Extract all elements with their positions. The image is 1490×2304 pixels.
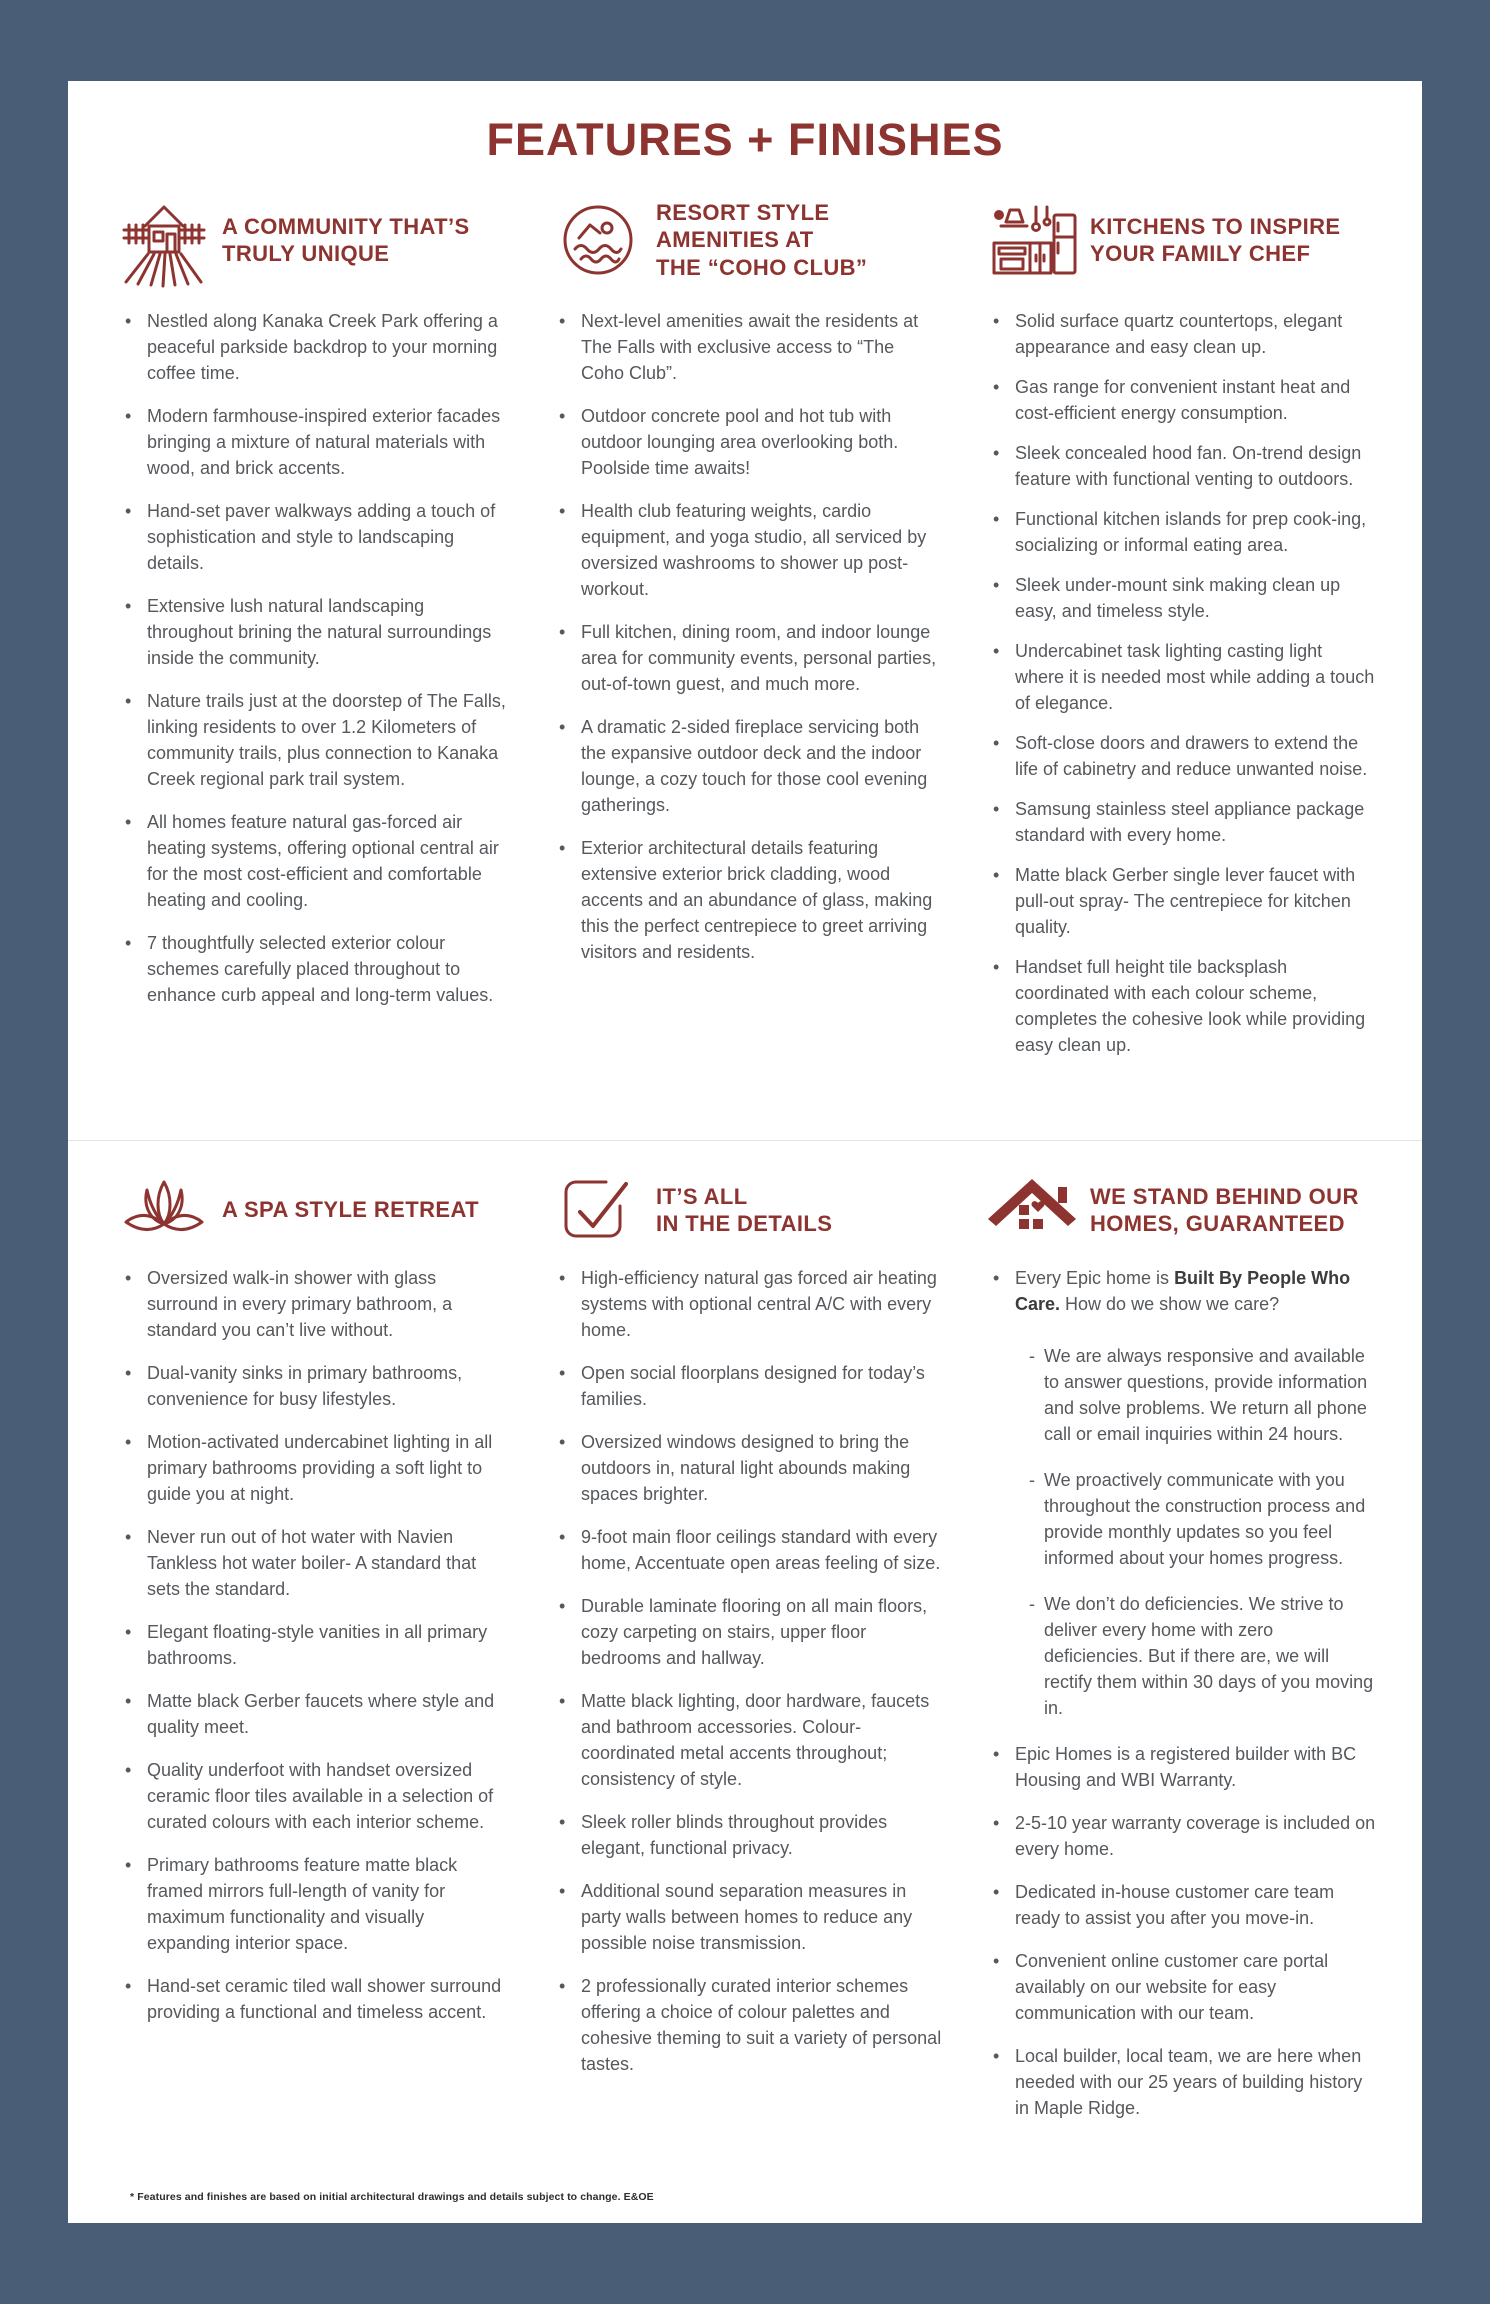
lotus-icon	[118, 1174, 210, 1246]
bullet-item: • 9-foot main floor ceilings standard with every home, Accentuate open areas feeling of size.	[552, 1524, 942, 1576]
page-title: FEATURES + FINISHES	[486, 114, 1004, 165]
title-line: RESORT STYLE	[656, 200, 830, 226]
bullet-item: • Handset full height tile backsplash coordinated with each colour scheme, completes the cohesive look while providing easy clean up.	[986, 954, 1376, 1058]
bullet-item: • Hand-set paver walkways adding a touch of sophistication and style to landscaping details.	[118, 498, 508, 576]
kitchens-list	[986, 308, 1376, 1058]
bullet-item: • A dramatic 2-sided fireplace servicing both the expansive outdoor deck and the indoor lounge, a cozy touch for those cool evening gatherings.	[552, 714, 942, 818]
bullet-item: • Additional sound separation measures in party walls between homes to reduce any possible noise transmission.	[552, 1878, 942, 1956]
bullet-item: • Never run out of hot water with Navien Tankless hot water boiler- A standard that sets the standard.	[118, 1524, 508, 1602]
bullet-item: • Matte black lighting, door hardware, faucets and bathroom accessories. Colour-coordinated metal accents throughout; consistency of style.	[552, 1688, 942, 1792]
section-resort	[552, 188, 942, 982]
section-guarantee	[986, 1169, 1376, 2138]
bullet-item	[986, 1265, 1376, 1721]
bullet-item: • Nature trails just at the doorstep of The Falls, linking residents to over 1.2 Kilometers of community trails, plus connection to Kanaka Creek regional park trail system.	[118, 688, 508, 792]
bullet-item: • Nestled along Kanaka Creek Park offering a peaceful parkside backdrop to your morning coffee time.	[118, 308, 508, 386]
bullet-item: • Dual-vanity sinks in primary bathrooms, convenience for busy lifestyles.	[118, 1360, 508, 1412]
features-top-row	[68, 188, 1422, 1140]
bullet-item: • Soft-close doors and drawers to extend the life of cabinetry and reduce unwanted noise.	[986, 730, 1376, 782]
bullet-item: • 7 thoughtfully selected exterior colour schemes carefully placed throughout to enhance curb appeal and long-term values.	[118, 930, 508, 1008]
bullet-item: • Local builder, local team, we are here when needed with our 25 years of building history in Maple Ridge.	[986, 2043, 1376, 2121]
bullet-item: • Durable laminate flooring on all main floors, cozy carpeting on stairs, upper floor bedrooms and hallway.	[552, 1593, 942, 1671]
details-header	[552, 1169, 942, 1251]
spa-header	[118, 1169, 508, 1251]
bullet-item: • Extensive lush natural landscaping throughout brining the natural surroundings inside the community.	[118, 593, 508, 671]
title-line: IN THE DETAILS	[656, 1211, 833, 1236]
title-line: HOMES, GUARANTEED	[1090, 1211, 1345, 1236]
house-heart-icon	[986, 1177, 1078, 1243]
bullet-item: • Next-level amenities await the residents at The Falls with exclusive access to “The Coho Club”.	[552, 308, 942, 386]
guarantee-list	[986, 1741, 1376, 2121]
bullet-item: • Full kitchen, dining room, and indoor lounge area for community events, personal parties, out-of-town guest, and much more.	[552, 619, 942, 697]
bullet-item: • Sleek under-mount sink making clean up easy, and timeless style.	[986, 572, 1376, 624]
section-kitchens	[986, 188, 1376, 1072]
bullet-item: • Matte black Gerber single lever faucet with pull-out spray- The centrepiece for kitchen quality.	[986, 862, 1376, 940]
resort-header	[552, 188, 942, 292]
farmhouse-icon	[118, 192, 210, 288]
lead-text-pre: Every Epic home is	[1015, 1268, 1175, 1288]
section-divider	[68, 1140, 1422, 1141]
bullet-item: • Modern farmhouse-inspired exterior facades bringing a mixture of natural materials with wood, and brick accents.	[118, 403, 508, 481]
guarantee-sub-list	[1029, 1343, 1376, 1721]
title-line: A COMMUNITY THAT’S	[222, 213, 470, 239]
bullet-item: • Elegant floating-style vanities in all primary bathrooms.	[118, 1619, 508, 1671]
bullet-item: • High-efficiency natural gas forced air heating systems with optional central A/C with every home.	[552, 1265, 942, 1343]
bullet-item: • Open social floorplans designed for today’s families.	[552, 1360, 942, 1412]
bullet-item: • Exterior architectural details featuring extensive exterior brick cladding, wood accents and an abundance of glass, making this the perfect centrepiece to greet arriving visitors and residents.	[552, 835, 942, 965]
resort-list	[552, 308, 942, 965]
title-line: AMENITIES AT	[656, 227, 814, 253]
bullet-item: • Convenient online customer care portal availably on our website for easy communication with our team.	[986, 1948, 1376, 2026]
bullet-item: • Oversized walk-in shower with glass surround in every primary bathroom, a standard you can’t live without.	[118, 1265, 508, 1343]
details-title	[656, 1183, 832, 1238]
bullet-item: • Epic Homes is a registered builder with BC Housing and WBI Warranty.	[986, 1741, 1376, 1793]
bullet-item: • Matte black Gerber faucets where style and quality meet.	[118, 1688, 508, 1740]
brochure-page	[68, 81, 1422, 2223]
lead-text-bold: Built By People Who Care.	[1015, 1268, 1351, 1314]
community-list	[118, 308, 508, 1008]
bullet-item: • 2-5-10 year warranty coverage is included on every home.	[986, 1810, 1376, 1862]
swimmer-icon	[552, 197, 644, 283]
bullet-item: • Sleek roller blinds throughout provides elegant, functional privacy.	[552, 1809, 942, 1861]
bullet-item: • Dedicated in-house customer care team ready to assist you after you move-in.	[986, 1879, 1376, 1931]
guarantee-header	[986, 1169, 1376, 1251]
section-details	[552, 1169, 942, 2094]
footnote: * Features and finishes are based on initial architectural drawings and details subject to change. E&OE	[130, 2191, 654, 2203]
guarantee-lead-list	[986, 1265, 1376, 1721]
resort-title	[656, 199, 867, 281]
kitchens-title	[1090, 213, 1340, 268]
features-bottom-row	[68, 1169, 1422, 2138]
title-line: YOUR FAMILY CHEF	[1090, 241, 1311, 266]
bullet-item: • Quality underfoot with handset oversized ceramic floor tiles available in a selection of curated colours with each interior scheme.	[118, 1757, 508, 1835]
bullet-item: • Functional kitchen islands for prep cook-ing, socializing or informal eating area.	[986, 506, 1376, 558]
kitchen-icon	[986, 197, 1078, 283]
community-header	[118, 188, 508, 292]
bullet-item: - We don’t do deficiencies. We strive to deliver every home with zero deficiencies. But if there are, we will rectify them within 30 days of you moving in.	[1029, 1591, 1376, 1721]
lead-text-post: How do we show we care?	[1060, 1294, 1280, 1314]
section-spa	[118, 1169, 508, 2042]
title-line: A SPA STYLE RETREAT	[222, 1197, 479, 1223]
bullet-item: • All homes feature natural gas-forced air heating systems, offering optional central air for the most cost-efficient and comfortable heating and cooling.	[118, 809, 508, 913]
kitchens-header	[986, 188, 1376, 292]
bullet-item: • Undercabinet task lighting casting light where it is needed most while adding a touch of elegance.	[986, 638, 1376, 716]
bullet-item: • 2 professionally curated interior schemes offering a choice of colour palettes and cohesive theming to suit a variety of personal tastes.	[552, 1973, 942, 2077]
spa-title	[222, 1196, 479, 1223]
bullet-item: • Sleek concealed hood fan. On-trend design feature with functional venting to outdoors.	[986, 440, 1376, 492]
details-list	[552, 1265, 942, 2077]
bullet-item: • Motion-activated undercabinet lighting in all primary bathrooms providing a soft light to guide you at night.	[118, 1429, 508, 1507]
bullet-item: • Gas range for convenient instant heat and cost-efficient energy consumption.	[986, 374, 1376, 426]
bullet-item: • Samsung stainless steel appliance package standard with every home.	[986, 796, 1376, 848]
spa-list	[118, 1265, 508, 2025]
guarantee-title	[1090, 1183, 1359, 1238]
bullet-item: • Health club featuring weights, cardio equipment, and yoga studio, all serviced by oversized washrooms to shower up post-workout.	[552, 498, 942, 602]
title-line: THE “COHO CLUB”	[656, 254, 868, 280]
title-line: KITCHENS TO INSPIRE	[1090, 213, 1341, 239]
checkbox-icon	[552, 1170, 644, 1250]
section-community	[118, 188, 508, 1025]
bullet-item: - We are always responsive and available to answer questions, provide information and solve problems. We return all phone call or email inquiries within 24 hours.	[1029, 1343, 1376, 1447]
bullet-item: • Primary bathrooms feature matte black framed mirrors full-length of vanity for maximum functionality and visually expanding interior space.	[118, 1852, 508, 1956]
title-line: WE STAND BEHIND OUR	[1090, 1183, 1359, 1209]
bullet-item: - We proactively communicate with you throughout the construction process and provide monthly updates so you feel informed about your homes progress.	[1029, 1467, 1376, 1571]
community-title	[222, 213, 470, 268]
bullet-item: • Hand-set ceramic tiled wall shower surround providing a functional and timeless accent.	[118, 1973, 508, 2025]
title-line: TRULY UNIQUE	[222, 241, 390, 266]
bullet-item: • Oversized windows designed to bring the outdoors in, natural light abounds making spaces brighter.	[552, 1429, 942, 1507]
bullet-item: • Solid surface quartz countertops, elegant appearance and easy clean up.	[986, 308, 1376, 360]
title-line: IT’S ALL	[656, 1183, 748, 1209]
bullet-item: • Outdoor concrete pool and hot tub with outdoor lounging area overlooking both. Poolside time awaits!	[552, 403, 942, 481]
